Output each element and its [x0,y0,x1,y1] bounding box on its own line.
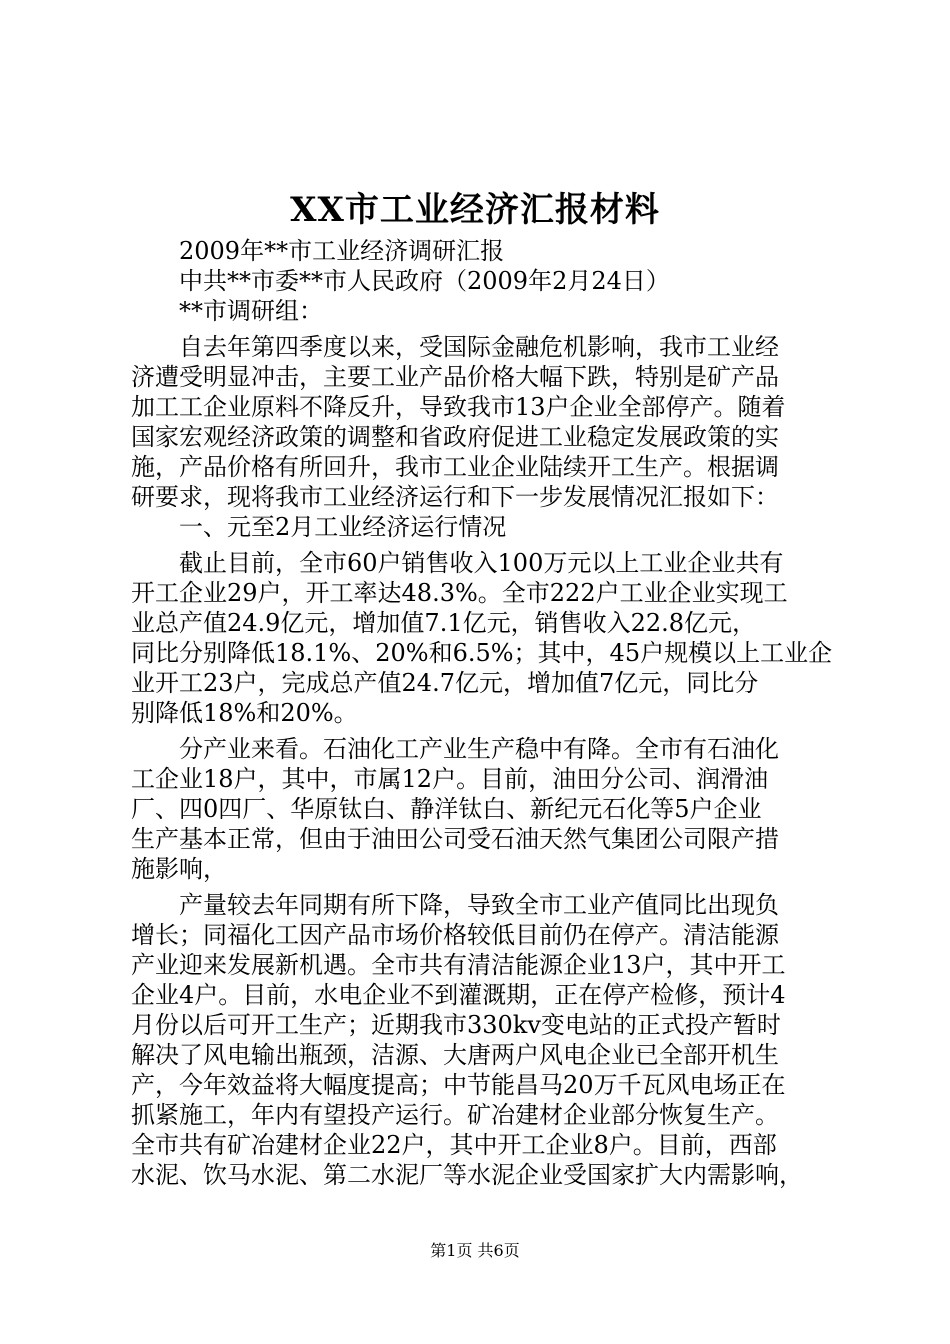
paragraph-line: 截止目前，全市60户销售收入100万元以上工业企业共有 [179,549,784,577]
paragraph-line: 国家宏观经济政策的调整和省政府促进工业稳定发展政策的实 [131,423,779,451]
paragraph-line: 加工工企业原料不降反升，导致我市13户企业全部停产。随着 [131,393,786,421]
paragraph-line: 同比分别降低18.1%、20%和6.5%；其中，45户规模以上工业企 [131,639,833,667]
paragraph-line: 全市共有矿冶建材企业22户，其中开工企业8户。目前，西部 [131,1131,777,1159]
paragraph-line: 业总产值24.9亿元，增加值7.1亿元，销售收入22.8亿元， [131,609,757,637]
paragraph-line: 生产基本正常，但由于油田公司受石油天然气集团公司限产措 [131,825,779,853]
paragraph-line: 产业迎来发展新机遇。全市共有清洁能源企业13户，其中开工 [131,951,786,979]
paragraph-line: 增长；同福化工因产品市场价格较低目前仍在停产。清洁能源 [131,921,779,949]
paragraph-line: 分产业来看。石油化工产业生产稳中有降。全市有石油化 [179,735,779,763]
paragraph-line: 工企业18户，其中，市属12户。目前，油田分公司、润滑油 [131,765,769,793]
paragraph-line: 企业4户。目前，水电企业不到灌溉期，正在停产检修，预计4 [131,981,786,1009]
paragraph-line: 自去年第四季度以来，受国际金融危机影响，我市工业经 [179,333,779,361]
paragraph-line: 施影响， [131,855,227,883]
section-heading: 一、元至2月工业经济运行情况 [179,513,507,541]
document-title: XX市工业经济汇报材料 [290,190,660,230]
subtitle-line: 2009年**市工业经济调研汇报 [179,237,505,265]
paragraph-line: 解决了风电输出瓶颈，洁源、大唐两户风电企业已全部开机生 [131,1041,779,1069]
issuer-line: 中共**市委**市人民政府（2009年2月24日） [179,267,670,295]
paragraph-line: 产量较去年同期有所下降，导致全市工业产值同比出现负 [179,891,779,919]
addressee-line: **市调研组： [179,297,323,325]
paragraph-line: 厂、四0四厂、华原钛白、静洋钛白、新纪元石化等5户企业 [131,795,762,823]
page-number-footer: 第1页 共6页 [430,1241,520,1260]
paragraph-line: 水泥、饮马水泥、第二水泥厂等水泥企业受国家扩大内需影响， [131,1161,803,1189]
paragraph-line: 开工企业29户，开工率达48.3%。全市222户工业企业实现工 [131,579,788,607]
paragraph-line: 月份以后可开工生产；近期我市330kv变电站的正式投产暂时 [131,1011,781,1039]
paragraph-line: 产，今年效益将大幅度提高；中节能昌马20万千瓦风电场正在 [131,1071,786,1099]
paragraph-line: 抓紧施工，年内有望投产运行。矿冶建材企业部分恢复生产。 [131,1101,779,1129]
paragraph-line: 业开工23户，完成总产值24.7亿元，增加值7亿元，同比分 [131,669,759,697]
paragraph-line: 研要求，现将我市工业经济运行和下一步发展情况汇报如下： [131,483,779,511]
document-body [131,236,835,1190]
paragraph-line: 施，产品价格有所回升，我市工业企业陆续开工生产。根据调 [131,453,779,481]
paragraph-line: 别降低18%和20%。 [131,699,358,727]
paragraph-line: 济遭受明显冲击，主要工业产品价格大幅下跌，特别是矿产品 [131,363,779,391]
